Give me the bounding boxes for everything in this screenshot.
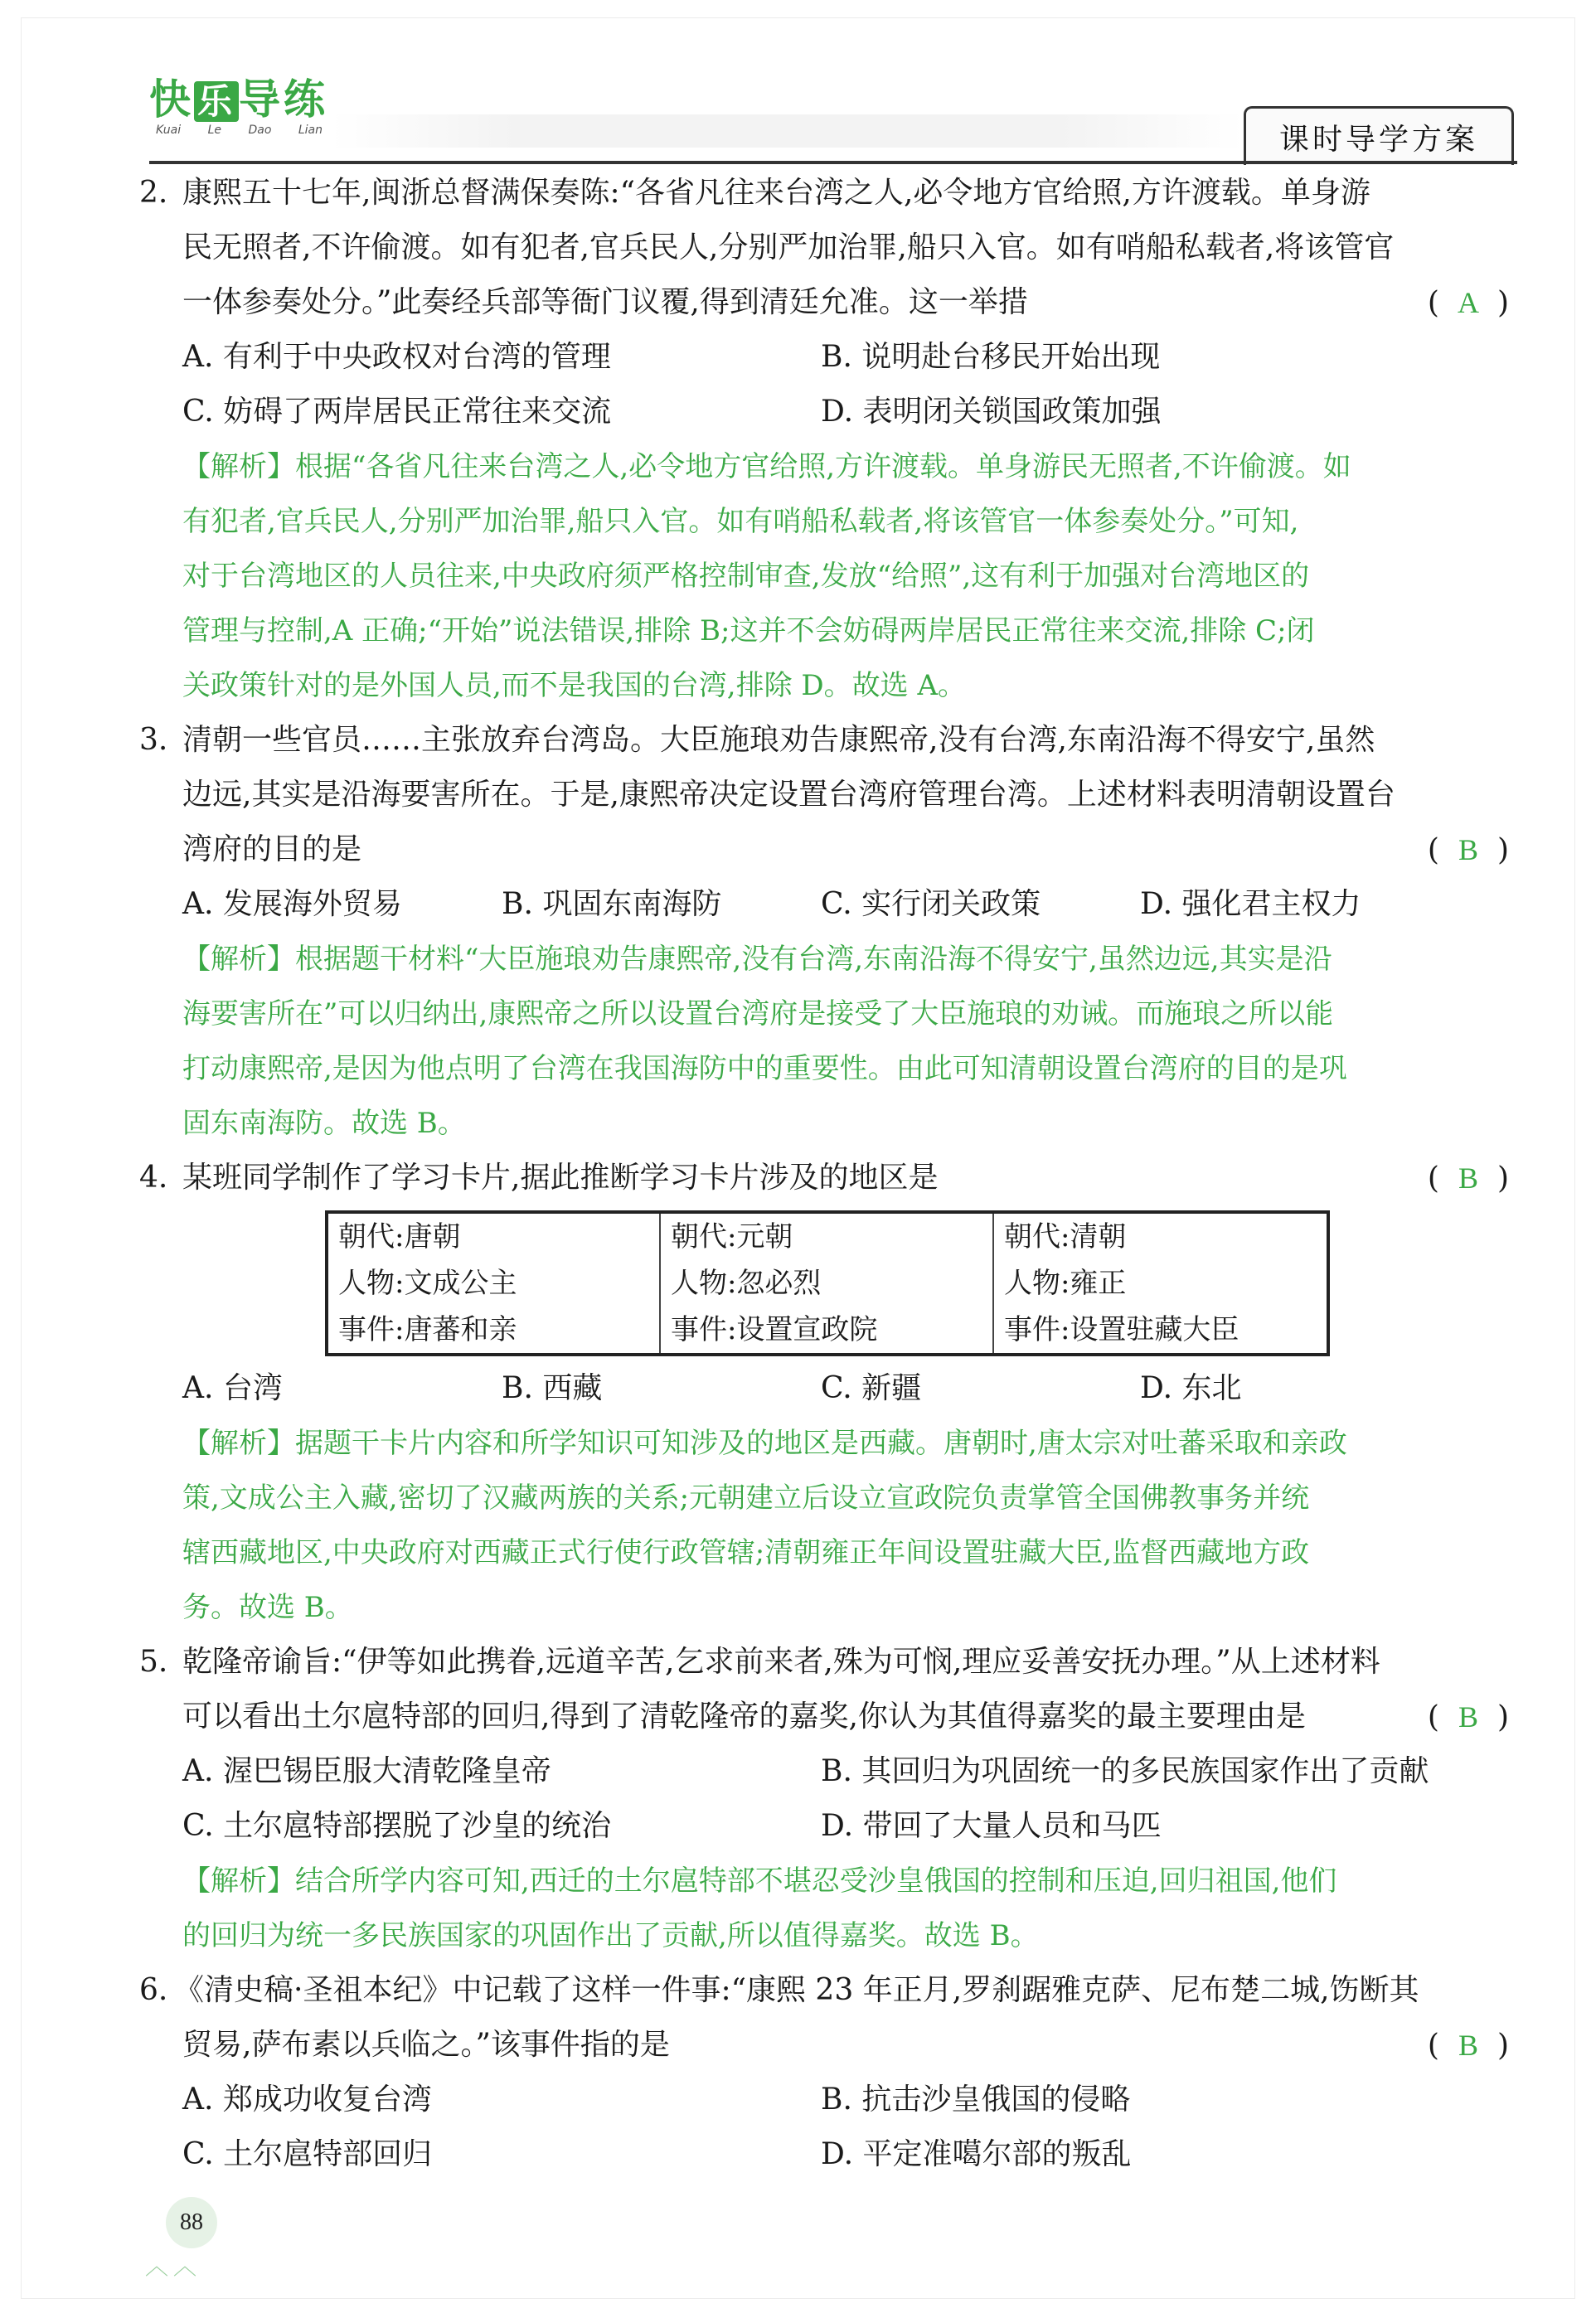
explanation-line: 管理与控制,A 正确;“开始”说法错误,排除 B;这并不会妨碍两岸居民正常往来交流,排除 C;闭 [182, 614, 1315, 647]
table-cell: 事件:唐蕃和亲 [338, 1313, 517, 1346]
explanation-tag: 【解析】 [182, 1427, 295, 1460]
logo [149, 75, 329, 137]
question-5 [133, 1635, 1526, 1963]
option-c: C. 新疆 [821, 1371, 922, 1405]
options-row [133, 1799, 1526, 1854]
question-6 [133, 1963, 1526, 2182]
answer-bracket: ( B ) [1428, 2018, 1509, 2073]
explanation-line: 策,文成公主入藏,密切了汉藏两族的关系;元朝建立后设立宣政院负责掌管全国佛教事务并统 [182, 1481, 1310, 1515]
explanation-tag: 【解析】 [182, 943, 295, 976]
explanation-line: 辖西藏地区,中央政府对西藏正式行使行政管辖;清朝雍正年间设置驻藏大臣,监督西藏地方政 [182, 1536, 1310, 1569]
chevron-decoration-icon: ︿︿ [145, 2252, 202, 2280]
explanation-line: 有犯者,官兵民人,分别严加治罪,船只入官。如有哨船私载者,将该管官一体参奏处分。”可知, [182, 505, 1299, 538]
answer-letter: A [1457, 286, 1479, 319]
table-row [327, 1212, 1328, 1260]
header-band [332, 114, 1244, 148]
option-c: C. 妨碍了两岸居民正常往来交流 [182, 395, 612, 429]
option-c: C. 土尔扈特部回归 [182, 2137, 433, 2171]
answer-letter: B [1458, 1700, 1478, 1734]
table-cell: 朝代:唐朝 [338, 1220, 461, 1253]
question-stem-line: 5. 乾隆帝谕旨:“伊等如此携眷,远道辛苦,乞求前来者,殊为可悯,理应妥善安抚办理。”从上述材料 [133, 1635, 1526, 1690]
answer-letter: B [1458, 833, 1478, 866]
explanation-line: 关政策针对的是外国人员,而不是我国的台湾,排除 D。故选 A。 [182, 669, 967, 702]
option-c: C. 土尔扈特部摆脱了沙皇的统治 [182, 1809, 612, 1843]
table-cell: 事件:设置宣政院 [660, 1307, 993, 1355]
table-cell: 人物:文成公主 [338, 1267, 517, 1300]
options-row [133, 2073, 1526, 2127]
question-stem-line: 边远,其实是沿海要害所在。于是,康熙帝决定设置台湾府管理台湾。上述材料表明清朝设置台 [182, 778, 1395, 812]
question-stem-line: 6. 《清史稿·圣祖本纪》中记载了这样一件事:“康熙 23 年正月,罗刹踞雅克萨、尼布楚二城,饬断其 [133, 1963, 1526, 2018]
answer-bracket: ( B ) [1428, 822, 1509, 878]
question-stem-line: 一体参奏处分。”此奏经兵部等衙门议覆,得到清廷允准。这一举措 ( A ) [133, 275, 1526, 330]
section-tab: 课时导学方案 [1244, 106, 1514, 165]
option-d: D. 带回了大量人员和马匹 [821, 1809, 1162, 1843]
table-row [327, 1307, 1328, 1355]
question-list [133, 166, 1526, 2182]
table-cell: 人物:忽必烈 [660, 1260, 993, 1307]
options-row [133, 330, 1526, 385]
logo-char-2: 乐 [194, 81, 239, 122]
explanation-line: 海要害所在”可以归纳出,康熙帝之所以设置台湾府是接受了大臣施琅的劝诫。而施琅之所以能 [182, 997, 1334, 1030]
question-stem-line: 3. 清朝一些官员……主张放弃台湾岛。大臣施琅劝告康熙帝,没有台湾,东南沿海不得安宁,虽然 [133, 713, 1526, 768]
option-a: A. 郑成功收复台湾 [182, 2083, 432, 2117]
logo-char-3: 导练 [239, 75, 329, 124]
explanation-line: 的回归为统一多民族国家的巩固作出了贡献,所以值得嘉奖。故选 B。 [182, 1919, 1039, 1952]
option-b: B. 西藏 [502, 1371, 603, 1405]
option-b: B. 说明赴台移民开始出现 [821, 340, 1161, 374]
answer-bracket: ( B ) [1428, 1151, 1509, 1206]
explanation-line: 【解析】结合所学内容可知,西迁的土尔扈特部不堪忍受沙皇俄国的控制和压迫,回归祖国,他们 [182, 1864, 1337, 1898]
answer-bracket: ( B ) [1428, 1690, 1509, 1745]
explanation-line: 【解析】据题干卡片内容和所学知识可知涉及的地区是西藏。唐朝时,唐太宗对吐蕃采取和亲政 [182, 1427, 1347, 1460]
option-a: A. 台湾 [182, 1371, 283, 1405]
explanation-tag: 【解析】 [182, 1864, 295, 1898]
explanation-line: 固东南海防。故选 B。 [182, 1107, 466, 1140]
explanation-line: 【解析】根据题干材料“大臣施琅劝告康熙帝,没有台湾,东南沿海不得安宁,虽然边远,其实是沿 [182, 943, 1332, 976]
question-stem-line: 贸易,萨布素以兵临之。”该事件指的是 ( B ) [133, 2018, 1526, 2073]
table-cell: 人物:雍正 [993, 1260, 1328, 1307]
option-b: B. 抗击沙皇俄国的侵略 [821, 2083, 1131, 2117]
explanation-line: 对于台湾地区的人员往来,中央政府须严格控制审查,发放“给照”,这有利于加强对台湾地区的 [182, 560, 1310, 593]
option-b: B. 其回归为巩固统一的多民族国家作出了贡献 [821, 1754, 1429, 1788]
table-cell: 事件:设置驻藏大臣 [993, 1307, 1328, 1355]
option-d: D. 强化君主权力 [1140, 887, 1361, 921]
logo-pinyin: Kuai Le Dao Lian [156, 124, 323, 137]
question-stem-line: 2. 康熙五十七年,闽浙总督满保奏陈:“各省凡往来台湾之人,必令地方官给照,方许渡载。单身游 [133, 166, 1526, 221]
option-b: B. 巩固东南海防 [502, 887, 722, 921]
options-row [133, 877, 1526, 932]
explanation-line: 务。故选 B。 [182, 1591, 353, 1624]
table-cell: 朝代:元朝 [660, 1212, 993, 1260]
answer-letter: B [1458, 2029, 1478, 2062]
logo-text [149, 75, 329, 124]
question-stem-line: 民无照者,不许偷渡。如有犯者,官兵民人,分别严加治罪,船只入官。如有哨船私载者,将该管官 [182, 230, 1395, 264]
study-card-table [325, 1210, 1330, 1356]
question-number: 3. [139, 723, 168, 757]
logo-char-1: 快 [149, 75, 194, 124]
explanation-tag: 【解析】 [182, 450, 295, 483]
option-a: A. 发展海外贸易 [182, 887, 402, 921]
option-d: D. 东北 [1140, 1371, 1242, 1405]
table-cell: 朝代:清朝 [993, 1212, 1328, 1260]
question-number: 4. [139, 1161, 168, 1195]
question-number: 2. [139, 176, 168, 210]
answer-letter: B [1458, 1161, 1478, 1195]
table-row [327, 1260, 1328, 1307]
option-d: D. 平定准噶尔部的叛乱 [821, 2137, 1132, 2171]
explanation-line: 打动康熙帝,是因为他点明了台湾在我国海防中的重要性。由此可知清朝设置台湾府的目的是巩 [182, 1052, 1347, 1085]
header-rule [149, 161, 1517, 164]
question-stem-line: 4. 某班同学制作了学习卡片,据此推断学习卡片涉及的地区是 ( B ) [133, 1151, 1526, 1205]
question-2 [133, 166, 1526, 713]
options-row [133, 2127, 1526, 2182]
options-row [133, 1361, 1526, 1416]
question-stem-line: 可以看出土尔扈特部的回归,得到了清乾隆帝的嘉奖,你认为其值得嘉奖的最主要理由是 ( B ) [133, 1690, 1526, 1744]
answer-bracket: ( A ) [1428, 275, 1509, 331]
options-row [133, 385, 1526, 439]
question-number: 6. [139, 1973, 168, 2007]
page-number: 88 [166, 2197, 217, 2248]
explanation-line: 【解析】根据“各省凡往来台湾之人,必令地方官给照,方许渡载。单身游民无照者,不许偷渡。如 [182, 450, 1351, 483]
options-row [133, 1744, 1526, 1799]
question-stem-line: 湾府的目的是 ( B ) [133, 822, 1526, 877]
question-number: 5. [139, 1645, 168, 1679]
option-a: A. 有利于中央政权对台湾的管理 [182, 340, 611, 374]
question-3 [133, 713, 1526, 1151]
option-c: C. 实行闭关政策 [821, 887, 1041, 921]
question-4 [133, 1151, 1526, 1635]
option-a: A. 渥巴锡臣服大清乾隆皇帝 [182, 1754, 551, 1788]
option-d: D. 表明闭关锁国政策加强 [821, 395, 1162, 429]
